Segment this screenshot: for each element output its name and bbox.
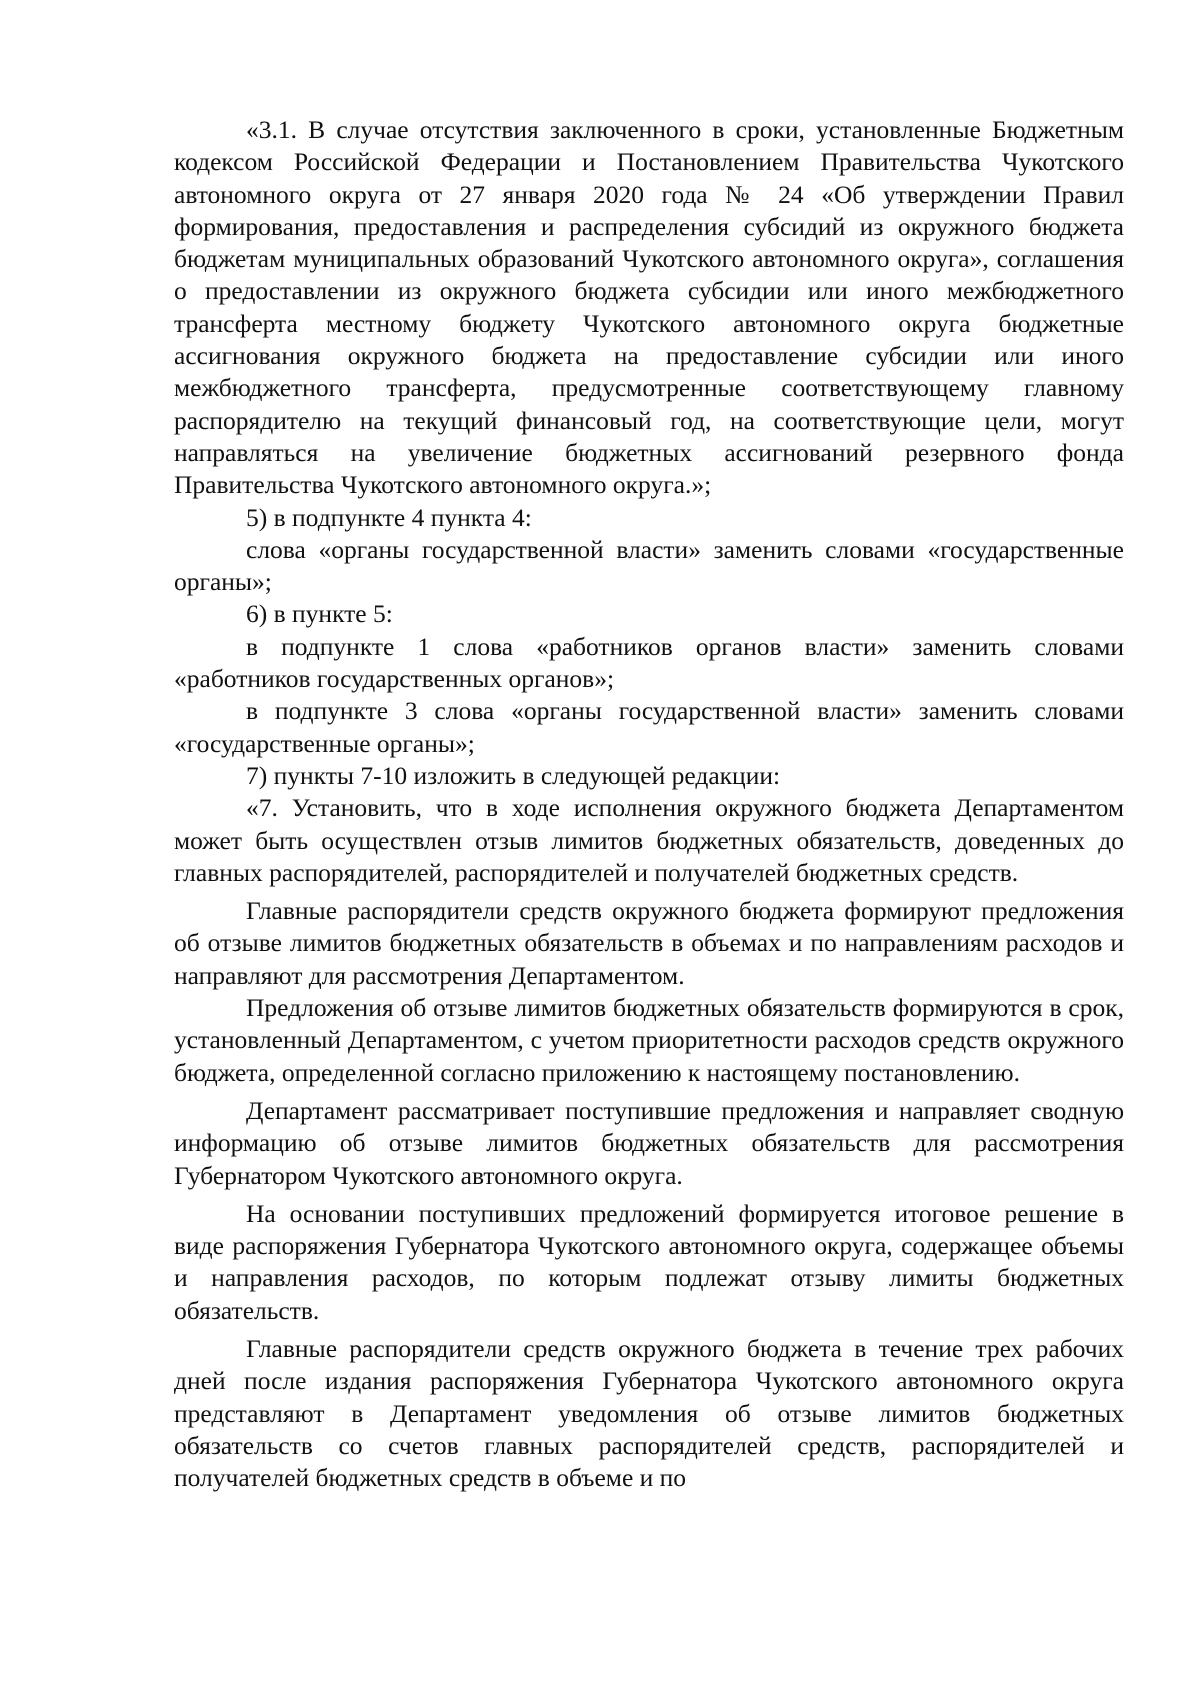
paragraph-item-6: 6) в пункте 5: [246, 599, 393, 629]
paragraph-item-5: 5) в подпункте 4 пункта 4: [246, 502, 532, 532]
document-page [174, 114, 1124, 1494]
paragraph-3-1: «3.1. В случае отсутствия заключенного в сроки, установленные Бюджетным кодексом Российской Федерации и Постановлением Правительства Чукотского автономного округа от 27 января 2020 года № 24 «Об утверждении Правил формирования, предоставления и распределения субсидий из окружного бюджета бюджетам муниципальных образований Чукотского автономного округа», соглашения о предоставлении из окружного бюджета субсидии или иного межбюджетного трансферта местному бюджету Чукотского автономного округа бюджетные ассигнования окружного бюджета на предоставление субсидии или иного межбюджетного трансферта, предусмотренные соответствующему главному распорядителю на текущий финансовый год, на соответствующие цели, могут направляться на увеличение бюджетных ассигнований резервного фонда Правительства Чукотского автономного округа.»; [174, 115, 1124, 500]
paragraph-notifications: Главные распорядители средств окружного бюджета в течение трех рабочих дней после издания распоряжения Губернатора Чукотского автономного округа представляют в Департамент уведомления об отзыве лимитов бюджетных обязательств со счетов главных распорядителей средств, распорядителей и получателей бюджетных средств в объеме и по [174, 1333, 1124, 1493]
paragraph-decision: На основании поступивших предложений формируется итоговое решение в виде распоряжения Губернатора Чукотского автономного округа, содержащее объемы и направления расходов, по которым подлежат отзыву лимиты бюджетных обязательств. [174, 1198, 1124, 1325]
paragraph-point-7: «7. Установить, что в ходе исполнения окружного бюджета Департаментом может быть осуществлен отзыв лимитов бюджетных обязательств, доведенных до главных распорядителей, распорядителей и получателей бюджетных средств. [174, 793, 1124, 887]
paragraph-main-managers: Главные распорядители средств окружного бюджета формируют предложения об отзыве лимитов бюджетных обязательств в объемах и по направлениям расходов и направляют для рассмотрения Департаментом. [174, 896, 1124, 990]
paragraph-item-6-sub-3: в подпункте 3 слова «органы государственной власти» заменить словами «государственные органы»; [174, 696, 1124, 758]
paragraph-item-5-text: слова «органы государственной власти» заменить словами «государственные органы»; [174, 534, 1124, 597]
paragraph-proposals: Предложения об отзыве лимитов бюджетных обязательств формируются в срок, установленный Департаментом, с учетом приоритетности расходов средств окружного бюджета, определенной согласно приложению к настоящему постановлению. [174, 993, 1124, 1087]
paragraph-item-6-sub-1: в подпункте 1 слова «работников органов власти» заменить словами «работников государственных органов»; [174, 631, 1124, 694]
paragraph-item-7: 7) пункты 7-10 изложить в следующей редакции: [246, 760, 781, 790]
paragraph-department: Департамент рассматривает поступившие предложения и направляет сводную информацию об отзыве лимитов бюджетных обязательств для рассмотрения Губернатором Чукотского автономного округа. [174, 1095, 1124, 1190]
